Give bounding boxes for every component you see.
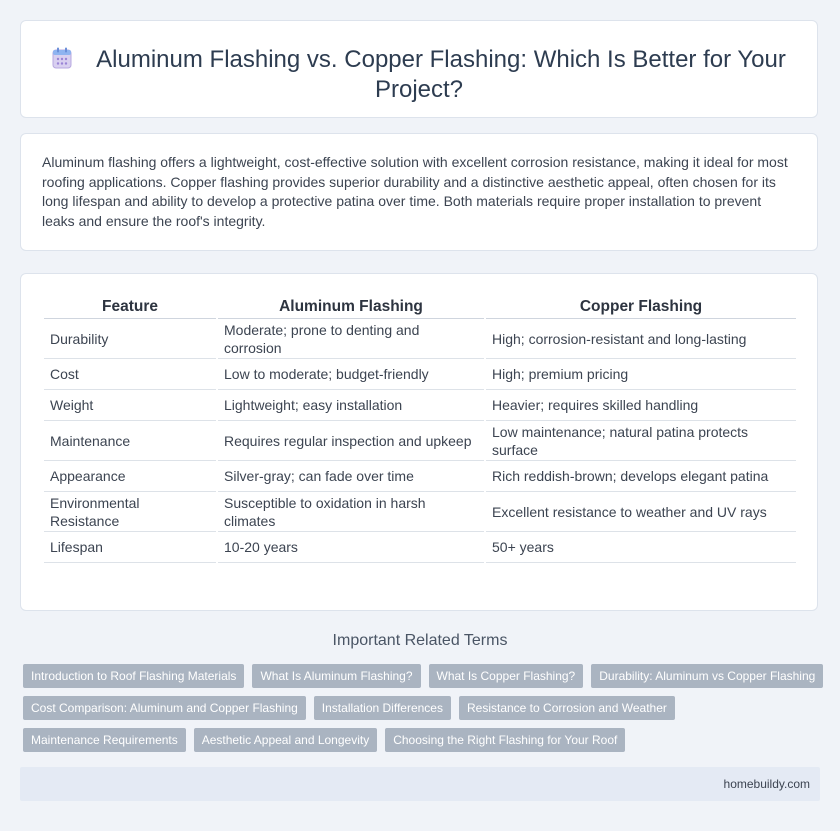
cell-feature: Durability: [44, 319, 216, 359]
term-tag[interactable]: What Is Aluminum Flashing?: [252, 664, 420, 688]
cell-feature: Lifespan: [44, 532, 216, 563]
cell-aluminum: Lightweight; easy installation: [218, 390, 484, 421]
term-tag[interactable]: Installation Differences: [314, 696, 451, 720]
cell-copper: Heavier; requires skilled handling: [486, 390, 796, 421]
cell-feature: Cost: [44, 359, 216, 390]
title-card: [20, 20, 818, 118]
footer: [20, 767, 820, 801]
term-tag[interactable]: Durability: Aluminum vs Copper Flashing: [591, 664, 823, 688]
cell-aluminum: Susceptible to oxidation in harsh climates: [218, 492, 484, 532]
table-row: [44, 532, 796, 563]
table-row: [44, 461, 796, 492]
cell-aluminum: Low to moderate; budget-friendly: [218, 359, 484, 390]
header-copper: Copper Flashing: [486, 296, 796, 319]
cell-feature: Weight: [44, 390, 216, 421]
table-row: [44, 421, 796, 461]
header-aluminum: Aluminum Flashing: [218, 296, 484, 319]
page-title-wrap: [21, 45, 817, 105]
cell-copper: High; premium pricing: [486, 359, 796, 390]
header-feature: Feature: [44, 296, 216, 319]
table-row: [44, 492, 796, 532]
intro-card: [20, 133, 818, 251]
cell-feature: Environmental Resistance: [44, 492, 216, 532]
cell-feature: Appearance: [44, 461, 216, 492]
term-tag[interactable]: Cost Comparison: Aluminum and Copper Flashing: [23, 696, 306, 720]
table-header-row: [44, 296, 796, 319]
cell-copper: High; corrosion-resistant and long-lasting: [486, 319, 796, 359]
cell-copper: 50+ years: [486, 532, 796, 563]
related-terms-title: Important Related Terms: [332, 632, 508, 649]
term-tag[interactable]: Introduction to Roof Flashing Materials: [23, 664, 244, 688]
cell-feature: Maintenance: [44, 421, 216, 461]
comparison-table: [42, 296, 798, 563]
cell-copper: Rich reddish-brown; develops elegant patina: [486, 461, 796, 492]
term-tag[interactable]: Choosing the Right Flashing for Your Roof: [385, 728, 625, 752]
table-row: [44, 319, 796, 359]
comparison-card: [20, 273, 818, 611]
cell-copper: Excellent resistance to weather and UV rays: [486, 492, 796, 532]
cell-aluminum: Moderate; prone to denting and corrosion: [218, 319, 484, 359]
intro-paragraph: Aluminum flashing offers a lightweight, cost-effective solution with excellent corrosion resistance, making it ideal for most roofing applications. Copper flashing provides superior durability and a distinctive aesthetic appeal, often chosen for its long lifespan and ability to develop a protective patina over time. Both materials require proper installation to prevent leaks and ensure the roof's integrity.: [42, 154, 788, 229]
term-tag[interactable]: Maintenance Requirements: [23, 728, 186, 752]
page-title: Aluminum Flashing vs. Copper Flashing: Which Is Better for Your Project?: [96, 46, 786, 103]
cell-aluminum: Silver-gray; can fade over time: [218, 461, 484, 492]
term-tag[interactable]: What Is Copper Flashing?: [429, 664, 584, 688]
footer-site-link[interactable]: homebuildy.com: [723, 777, 810, 791]
table-row: [44, 390, 796, 421]
cell-aluminum: 10-20 years: [218, 532, 484, 563]
term-tag[interactable]: Resistance to Corrosion and Weather: [459, 696, 675, 720]
term-tag[interactable]: Aesthetic Appeal and Longevity: [194, 728, 377, 752]
calendar-icon: [52, 47, 72, 69]
cell-aluminum: Requires regular inspection and upkeep: [218, 421, 484, 461]
table-row: [44, 359, 796, 390]
related-terms-list: [23, 664, 823, 760]
cell-copper: Low maintenance; natural patina protects surface: [486, 421, 796, 461]
